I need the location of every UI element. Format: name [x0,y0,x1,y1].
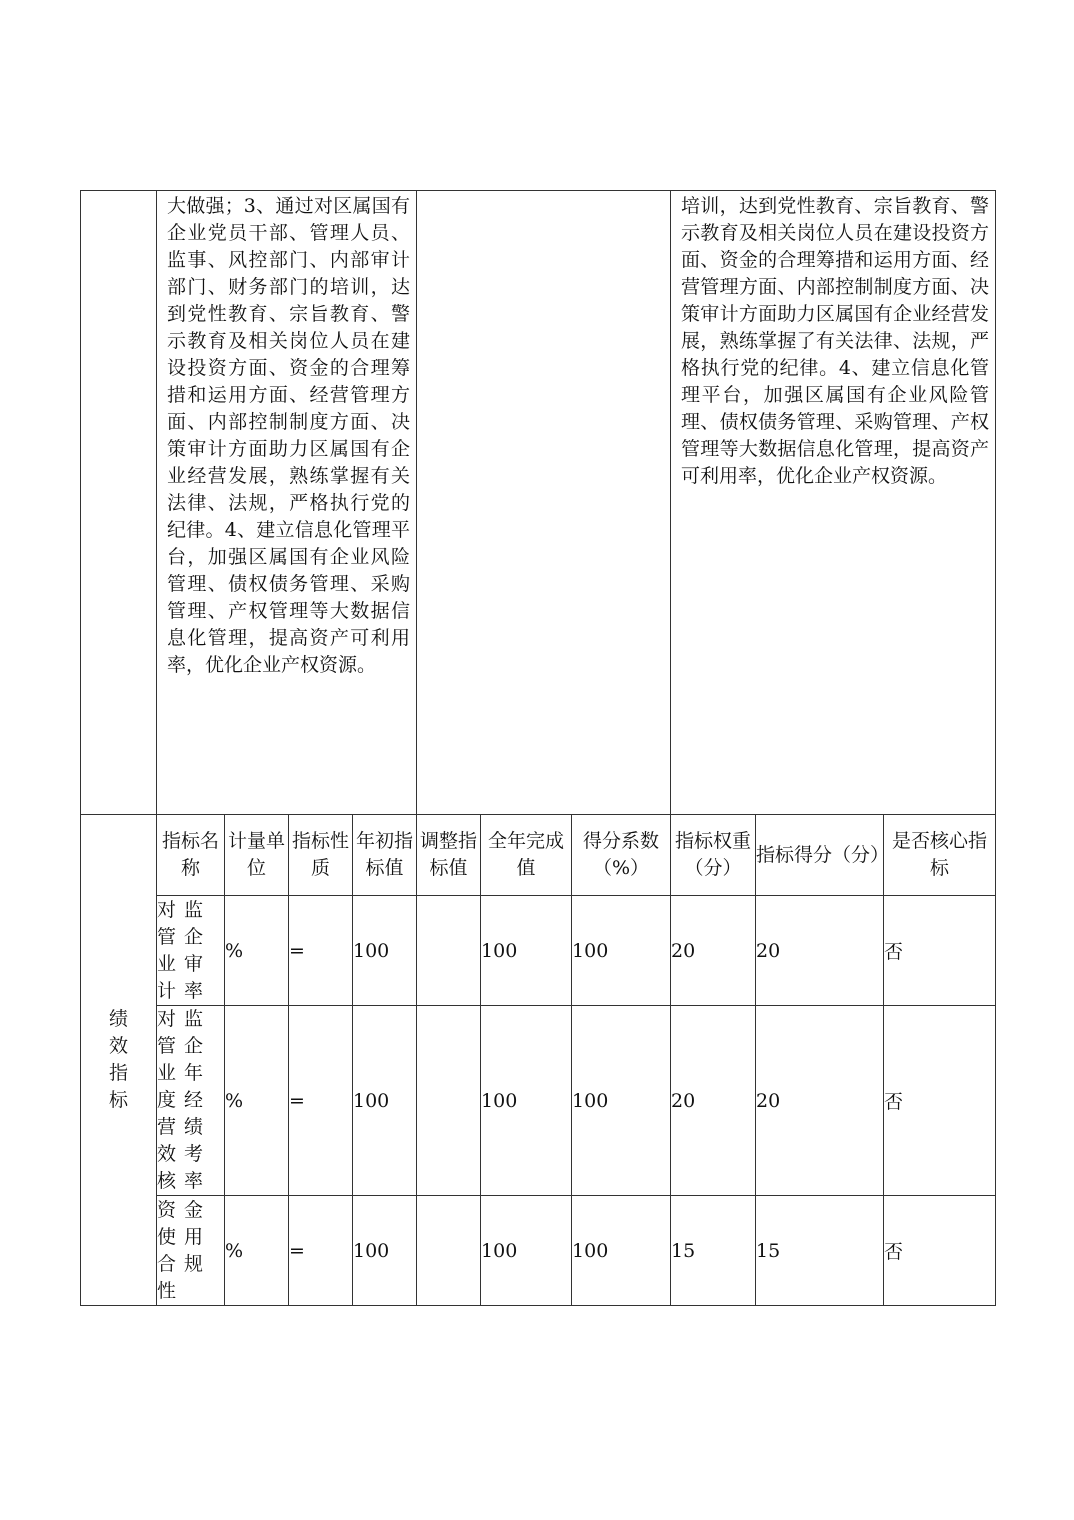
table-row [81,1196,996,1306]
coefficient-cell: 100 [572,1006,671,1196]
performance-indicator-label-cell [81,815,157,1306]
initial-value-cell: 100 [353,1006,417,1196]
side-label-char: 指 [108,1062,128,1084]
nature-cell: = [289,1196,353,1306]
side-label-char: 绩 [108,1008,128,1030]
header-completed-value: 全年完成值 [481,815,572,896]
header-score: 指标得分（分） [756,815,884,896]
header-score-coefficient: 得分系数（%） [572,815,671,896]
score-cell: 15 [756,1196,884,1306]
performance-indicator-label [108,1006,130,1114]
goal-side-cell [81,191,157,815]
side-label-char: 效 [108,1035,128,1057]
indicator-name: 对监管企业年度经营绩效考核率 [157,1006,225,1196]
core-indicator-cell: 否 [884,1196,996,1306]
goal-left-paragraph: 大做强；3、通过对区属国有企业党员干部、管理人员、监事、风控部门、内部审计部门、财务部门的培训，达到党性教育、宗旨教育、警示教育及相关岗位人员在建设投资方面、资金的合理筹措和运用方面、经营管理方面、内部控制制度方面、决策审计方面助力区属国有企业经营发展，熟练掌握有关法律、法规，严格执行党的纪律。4、建立信息化管理平台，加强区属国有企业风险管理、债权债务管理、采购管理、产权管理等大数据信息化管理，提高资产可利用率，优化企业产权资源。 [167,195,411,676]
initial-value-cell: 100 [353,1196,417,1306]
score-cell: 20 [756,1006,884,1196]
adjusted-value-cell [417,1196,481,1306]
completed-value-cell: 100 [481,1196,572,1306]
header-nature: 指标性质 [289,815,353,896]
goal-text-row [81,191,996,815]
coefficient-cell: 100 [572,896,671,1006]
goal-right-paragraph: 培训，达到党性教育、宗旨教育、警示教育及相关岗位人员在建设投资方面、资金的合理筹措和运用方面、经营管理方面、内部控制制度方面、决策审计方面助力区属国有企业经营发展，熟练掌握了有关法律、法规，严格执行党的纪律。4、建立信息化管理平台，加强区属国有企业风险管理、债权债务管理、采购管理、产权管理等大数据信息化管理，提高资产可利用率，优化企业产权资源。 [681,195,990,487]
unit-cell: % [225,896,289,1006]
weight-cell: 15 [671,1196,756,1306]
goal-right-cell [671,191,996,815]
core-indicator-cell: 否 [884,1006,996,1196]
header-indicator-name: 指标名称 [157,815,225,896]
nature-cell: = [289,896,353,1006]
goal-middle-cell [417,191,671,815]
header-adjusted-value: 调整指标值 [417,815,481,896]
core-indicator-cell: 否 [884,896,996,1006]
score-cell: 20 [756,896,884,1006]
indicator-name: 对监管企业审计率 [157,896,225,1006]
completed-value-cell: 100 [481,896,572,1006]
header-row [81,815,996,896]
table-row [81,1006,996,1196]
indicator-name: 资金使用合规性 [157,1196,225,1306]
coefficient-cell: 100 [572,1196,671,1306]
adjusted-value-cell [417,896,481,1006]
header-initial-value: 年初指标值 [353,815,417,896]
header-weight: 指标权重（分） [671,815,756,896]
completed-value-cell: 100 [481,1006,572,1196]
table-row [81,896,996,1006]
performance-table [80,190,996,1306]
unit-cell: % [225,1196,289,1306]
weight-cell: 20 [671,896,756,1006]
goal-left-cell [157,191,417,815]
weight-cell: 20 [671,1006,756,1196]
header-unit: 计量单位 [225,815,289,896]
unit-cell: % [225,1006,289,1196]
header-core-indicator: 是否核心指标 [884,815,996,896]
nature-cell: = [289,1006,353,1196]
adjusted-value-cell [417,1006,481,1196]
initial-value-cell: 100 [353,896,417,1006]
side-label-char: 标 [108,1089,128,1111]
